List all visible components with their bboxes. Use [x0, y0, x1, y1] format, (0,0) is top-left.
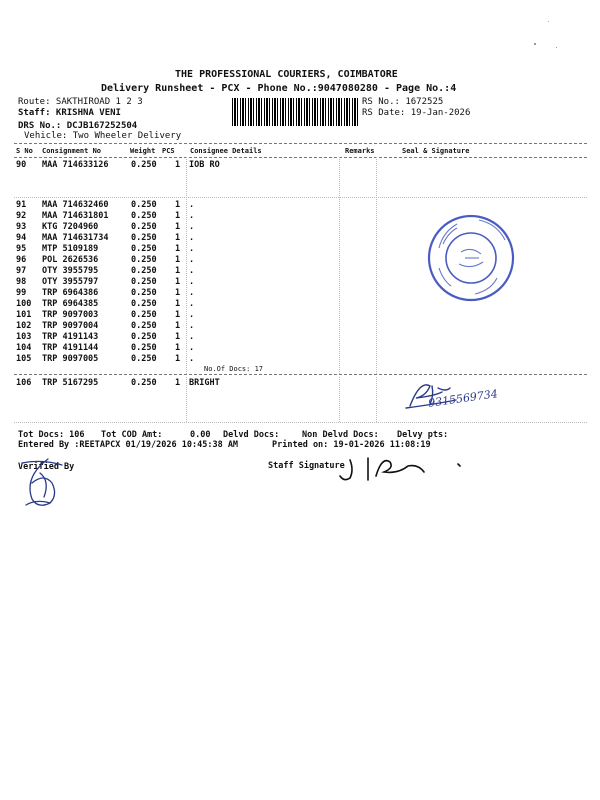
row-details: . [189, 321, 195, 331]
row-details: . [189, 266, 195, 276]
row-weight: 0.250 [131, 244, 157, 254]
delivered-docs: Delvd Docs: [223, 430, 280, 440]
row-consignment: TRP 4191143 [42, 332, 99, 342]
company-title: THE PROFESSIONAL COURIERS, COIMBATORE [175, 69, 398, 80]
row-pcs: 1 [175, 321, 181, 331]
table-row [16, 160, 220, 171]
row-consignment: TRP 4191144 [42, 343, 99, 353]
row-consignment: TRP 9097005 [42, 354, 99, 364]
verified-by-label: Verified By [18, 462, 75, 472]
row-pcs: 1 [175, 222, 181, 232]
staff-signature-label: Staff Signature [268, 461, 345, 471]
row-sno: 91 [16, 200, 27, 210]
row-consignment: MAA 714632460 [42, 200, 109, 210]
header-rule-bottom [14, 157, 587, 158]
row-pcs: 1 [175, 288, 181, 298]
rs-number: RS No.: 1672525 [362, 97, 444, 107]
row-details: . [189, 211, 195, 221]
verified-signature [18, 455, 68, 513]
scan-speck [548, 21, 549, 22]
table-row [16, 354, 216, 365]
row-weight: 0.250 [131, 211, 157, 221]
handwritten-phone: 9315569734 [427, 387, 499, 410]
row-details: . [189, 233, 195, 243]
scan-speck [556, 47, 557, 48]
table-rule-bottom [14, 422, 587, 423]
row-pcs: 1 [175, 244, 181, 254]
row-pcs: 1 [175, 310, 181, 320]
column-divider [339, 157, 340, 374]
col-header-seal: Seal & Signature [402, 147, 470, 155]
column-divider [376, 377, 377, 422]
row-weight: 0.250 [131, 332, 157, 342]
group-rule [14, 197, 587, 198]
row-pcs: 1 [175, 200, 181, 210]
row-pcs: 1 [175, 332, 181, 342]
table-row [16, 277, 216, 288]
col-header-pcs: PCS [162, 147, 175, 155]
row-details: . [189, 200, 195, 210]
row-weight: 0.250 [131, 343, 157, 353]
table-row [16, 343, 216, 354]
group-rule [14, 374, 587, 375]
row-weight: 0.250 [131, 277, 157, 287]
row-weight: 0.250 [131, 233, 157, 243]
row-consignment: MAA 714631801 [42, 211, 109, 221]
row-consignment: OTY 3955795 [42, 266, 99, 276]
scan-speck [534, 43, 536, 45]
row-sno: 102 [16, 321, 32, 331]
row-sno: 96 [16, 255, 27, 265]
row-pcs: 1 [175, 255, 181, 265]
table-row [16, 244, 216, 255]
row-sno: 93 [16, 222, 27, 232]
row-details: . [189, 222, 195, 232]
row-consignment: TRP 9097003 [42, 310, 99, 320]
staff-label: Staff: KRISHNA VENI [18, 108, 121, 118]
vehicle-label: Vehicle: Two Wheeler Delivery [24, 131, 182, 141]
table-row [16, 321, 216, 332]
row-weight: 0.250 [131, 160, 157, 170]
barcode [232, 98, 358, 126]
row-pcs: 1 [175, 378, 181, 388]
row-consignment: POL 2626536 [42, 255, 99, 265]
table-row [16, 211, 216, 222]
row-sno: 95 [16, 244, 27, 254]
row-sno: 90 [16, 160, 27, 170]
row-sno: 105 [16, 354, 32, 364]
row-details: . [189, 277, 195, 287]
row-consignment: TRP 6964386 [42, 288, 99, 298]
table-row [16, 266, 216, 277]
printed-on: Printed on: 19-01-2026 11:08:19 [272, 440, 431, 450]
col-header-consignment: Consignment No [42, 147, 102, 155]
row-sno: 100 [16, 299, 32, 309]
route-label: Route: SAKTHIROAD 1 2 3 [18, 97, 143, 107]
row-weight: 0.250 [131, 310, 157, 320]
drs-number: DRS No.: DCJB167252504 [18, 121, 138, 131]
row-pcs: 1 [175, 211, 181, 221]
row-consignment: OTY 3955797 [42, 277, 99, 287]
row-consignment: TRP 6964385 [42, 299, 99, 309]
total-docs: Tot Docs: 106 [18, 430, 85, 440]
row-sno: 101 [16, 310, 32, 320]
table-row [16, 255, 216, 266]
row-weight: 0.250 [131, 288, 157, 298]
staff-signature [336, 452, 466, 484]
header-rule-top [14, 143, 587, 144]
table-row [16, 200, 216, 211]
delivery-points: Delvy pts: [397, 430, 449, 440]
row-details: . [189, 354, 195, 364]
rs-date: RS Date: 19-Jan-2026 [362, 108, 471, 118]
row-sno: 106 [16, 378, 32, 388]
row-weight: 0.250 [131, 378, 157, 388]
row-sno: 94 [16, 233, 27, 243]
col-header-weight: Weight [130, 147, 156, 155]
row-consignment: TRP 9097004 [42, 321, 99, 331]
row-sno: 98 [16, 277, 27, 287]
row-details: . [189, 332, 195, 342]
row-sno: 104 [16, 343, 32, 353]
column-divider [376, 157, 377, 374]
table-row [16, 299, 216, 310]
row-weight: 0.250 [131, 222, 157, 232]
table-row [16, 233, 216, 244]
row-weight: 0.250 [131, 200, 157, 210]
no-of-docs: No.Of Docs: 17 [204, 365, 264, 373]
row-weight: 0.250 [131, 266, 157, 276]
total-cod-label: Tot COD Amt: [101, 430, 163, 440]
total-cod-value: 0.00 [190, 430, 211, 440]
row-consignment: KTG 7204960 [42, 222, 99, 232]
row-details: . [189, 244, 195, 254]
row-pcs: 1 [175, 299, 181, 309]
table-row [16, 332, 216, 343]
row-pcs: 1 [175, 277, 181, 287]
row-consignment: MAA 714633126 [42, 160, 109, 170]
non-delivered-docs: Non Delvd Docs: [302, 430, 379, 440]
row-pcs: 1 [175, 266, 181, 276]
row-sno: 99 [16, 288, 27, 298]
table-row [16, 310, 216, 321]
table-row [16, 222, 216, 233]
row-sno: 103 [16, 332, 32, 342]
row-weight: 0.250 [131, 255, 157, 265]
row-weight: 0.250 [131, 321, 157, 331]
row-pcs: 1 [175, 343, 181, 353]
table-row [16, 288, 216, 299]
row-pcs: 1 [175, 160, 181, 170]
row-pcs: 1 [175, 233, 181, 243]
row-details: BRIGHT [189, 378, 220, 388]
row-pcs: 1 [175, 354, 181, 364]
column-divider [339, 377, 340, 422]
row-weight: 0.250 [131, 299, 157, 309]
col-header-remarks: Remarks [345, 147, 375, 155]
row-details: IOB RO [189, 160, 220, 170]
seal-stamp [425, 212, 517, 304]
row-details: . [189, 288, 195, 298]
col-header-sno: S No [16, 147, 33, 155]
row-consignment: TRP 5167295 [42, 378, 99, 388]
runsheet-subtitle: Delivery Runsheet - PCX - Phone No.:9047080280 - Page No.:4 [101, 83, 457, 94]
row-sno: 97 [16, 266, 27, 276]
col-header-details: Consignee Details [190, 147, 262, 155]
row-details: . [189, 343, 195, 353]
entered-by: Entered By :REETAPCX 01/19/2026 10:45:38 AM [18, 440, 239, 450]
row-details: . [189, 299, 195, 309]
row-weight: 0.250 [131, 354, 157, 364]
row-details: . [189, 255, 195, 265]
row-sno: 92 [16, 211, 27, 221]
row-consignment: MTP 5109189 [42, 244, 99, 254]
row-consignment: MAA 714631734 [42, 233, 109, 243]
row-details: . [189, 310, 195, 320]
table-row [16, 378, 220, 389]
